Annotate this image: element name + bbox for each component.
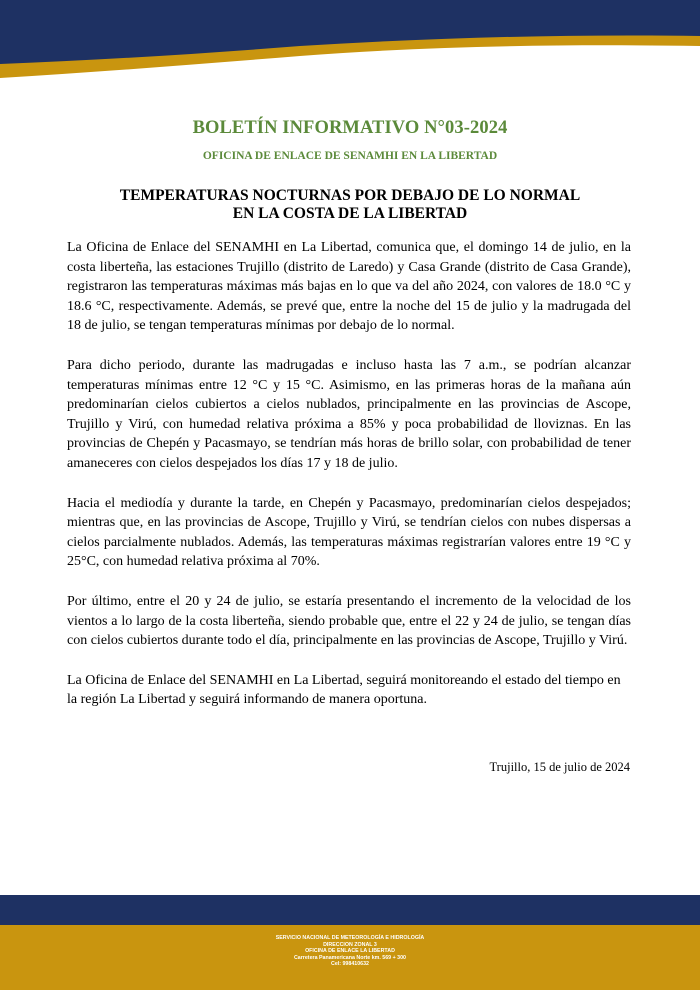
date-line: Trujillo, 15 de julio de 2024 — [489, 760, 630, 774]
footer-line: Cel: 998410632 — [331, 961, 369, 968]
bulletin-title: BOLETÍN INFORMATIVO N°03-2024 — [192, 118, 508, 138]
paragraph: Hacia el mediodía y durante la tarde, en Chepén y Pacasmayo, predominarían cielos despejados; mientras que, en las provincias de Ascope, Trujillo y Virú, se tendrían cielos con nubes dispersas a cielos parcialmente nublados. Además, las temperaturas máximas registrarían valores entre 19 °C y 25°C, con humedad relativa próxima al 70%. — [67, 495, 631, 570]
header-banner — [0, 0, 700, 82]
headline — [0, 187, 700, 223]
footer-line: OFICINA DE ENLACE LA LIBERTAD — [305, 948, 395, 955]
headline-line-2: EN LA COSTA DE LA LIBERTAD — [232, 205, 468, 222]
paragraph: Por último, entre el 20 y 24 de julio, se estaría presentando el incremento de la velocidad de los vientos a lo largo de la costa liberteña, siendo probable que, entre el 22 y 24 de julio, se tengan días con cielos cubiertos durante todo el día, principalmente en las provincias de Ascope, Trujillo y Virú. — [67, 593, 631, 649]
footer-line: Carretera Panamericana Norte km. 569 + 300 — [293, 954, 407, 961]
paragraph: Para dicho periodo, durante las madrugadas e incluso hasta las 7 a.m., se podrían alcanzar temperaturas mínimas entre 12 °C y 15 °C. Asimismo, en las primeras horas de la mañana aún predominarían cielos cubiertos a cielos nublados, principalmente en las provincias de Ascope, Trujillo y Virú, con humedad relativa próxima a 85% y poca probabilidad de lloviznas. En las provincias de Chepén y Pacasmayo, se tendrían más horas de brillo solar, con probabilidad de tener amaneceres con cielos despejados los días 17 y 18 de julio. — [67, 357, 631, 471]
bulletin-body — [67, 238, 631, 730]
footer-contact — [0, 935, 700, 968]
office-subtitle: OFICINA DE ENLACE DE SENAMHI EN LA LIBERTAD — [202, 150, 498, 162]
headline-line-1: TEMPERATURAS NOCTURNAS POR DEBAJO DE LO NORMAL — [119, 187, 581, 204]
paragraph: La Oficina de Enlace del SENAMHI en La Libertad, comunica que, el domingo 14 de julio, en la costa liberteña, las estaciones Trujillo (distrito de Laredo) y Casa Grande (distrito de Casa Grande), registraron las temperaturas máximas más bajas en lo que va del año 2024, con valores de 18.0 °C y 18.6 °C, respectivamente. Además, se prevé que, entre la noche del 15 de julio y la madrugada del 18 de julio, se tengan temperaturas mínimas por debajo de lo normal. — [67, 240, 631, 334]
footer-line: SERVICIO NACIONAL DE METEOROLOGÍA E HIDROLOGÍA — [275, 935, 425, 941]
footer-line: DIRECCION ZONAL 3 — [323, 941, 377, 948]
paragraph: La Oficina de Enlace del SENAMHI en La Libertad, seguirá monitoreando el estado del tiempo en la región La Libertad y seguirá informando de manera oportuna. — [67, 672, 621, 708]
